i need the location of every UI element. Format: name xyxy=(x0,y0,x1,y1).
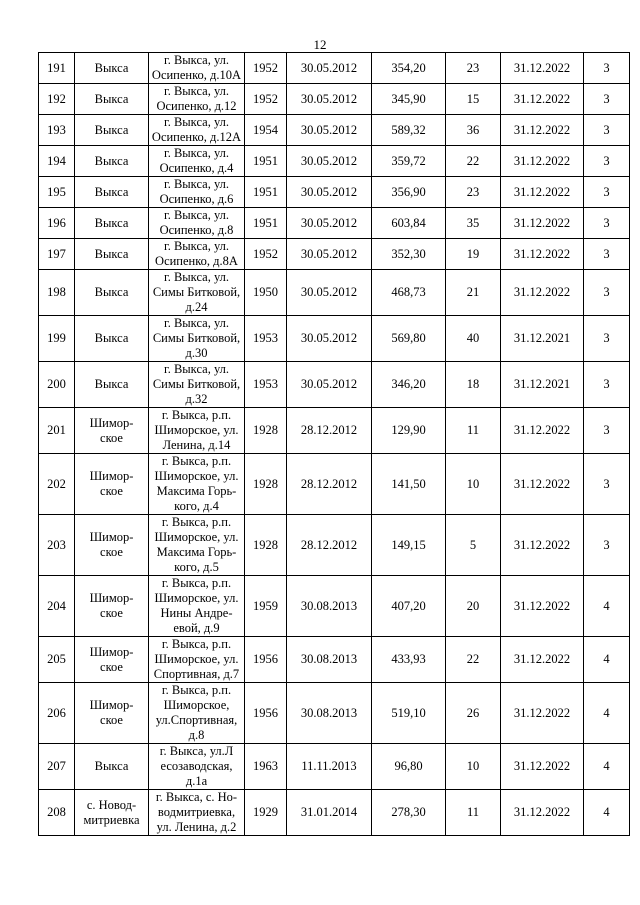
cell-address-line: г. Выкса, ул. xyxy=(163,208,230,222)
cell-address-line: Шиморское, ул. xyxy=(154,469,239,483)
cell-settlement xyxy=(75,362,149,408)
cell-settlement-line: Выкса xyxy=(94,91,129,106)
housing-registry-table xyxy=(38,52,630,836)
cell-settlement xyxy=(75,744,149,790)
cell-address-line: Шиморское, xyxy=(163,698,230,712)
cell-address-line: г. Выкса, р.п. xyxy=(161,576,232,590)
cell-settlement-line: Выкса xyxy=(94,215,129,230)
cell-date: 30.05.2012 xyxy=(287,53,372,84)
cell-number: 201 xyxy=(39,408,75,454)
cell-address-line: г. Выкса, ул. xyxy=(163,115,230,129)
cell-area: 589,32 xyxy=(372,115,446,146)
cell-address-line: Шиморское, ул. xyxy=(154,530,239,544)
cell-count: 10 xyxy=(446,744,501,790)
cell-year: 1951 xyxy=(245,146,287,177)
cell-address-line: евой, д.9 xyxy=(173,621,220,635)
cell-settlement-line: Шимор- xyxy=(89,530,134,544)
cell-address-line: г. Выкса, ул.Л xyxy=(159,744,234,758)
cell-address xyxy=(149,115,245,146)
cell-address-line: ул.Спортивная, xyxy=(155,713,238,727)
cell-address-line: г. Выкса, р.п. xyxy=(161,683,232,697)
cell-deadline: 31.12.2022 xyxy=(501,790,584,836)
cell-address-line: г. Выкса, р.п. xyxy=(161,515,232,529)
cell-stage: 3 xyxy=(584,177,630,208)
cell-settlement-line: ское xyxy=(100,545,123,559)
cell-stage: 3 xyxy=(584,84,630,115)
cell-count: 23 xyxy=(446,53,501,84)
cell-year: 1951 xyxy=(245,177,287,208)
cell-area: 354,20 xyxy=(372,53,446,84)
cell-address xyxy=(149,362,245,408)
cell-year: 1928 xyxy=(245,515,287,576)
cell-count: 5 xyxy=(446,515,501,576)
cell-stage: 3 xyxy=(584,146,630,177)
cell-settlement-line: Выкса xyxy=(94,153,129,168)
table-row xyxy=(39,270,630,316)
cell-address xyxy=(149,53,245,84)
cell-year: 1956 xyxy=(245,683,287,744)
table-row xyxy=(39,408,630,454)
cell-settlement-line: Выкса xyxy=(94,246,129,261)
cell-address-line: Симы Битковой, xyxy=(152,377,241,391)
cell-address xyxy=(149,146,245,177)
cell-stage: 4 xyxy=(584,576,630,637)
cell-settlement-line: митриевка xyxy=(83,812,140,827)
cell-settlement xyxy=(75,515,149,576)
cell-address-line: Осипенко, д.10А xyxy=(151,68,242,82)
cell-settlement-line: Шимор- xyxy=(89,469,134,483)
cell-settlement xyxy=(75,146,149,177)
cell-address-line: Осипенко, д.12А xyxy=(151,130,242,144)
cell-address-line: г. Выкса, ул. xyxy=(163,53,230,67)
cell-address-line: г. Выкса, ул. xyxy=(163,362,230,376)
table-row xyxy=(39,115,630,146)
cell-deadline: 31.12.2022 xyxy=(501,576,584,637)
cell-year: 1951 xyxy=(245,208,287,239)
cell-stage: 4 xyxy=(584,744,630,790)
cell-area: 433,93 xyxy=(372,637,446,683)
cell-address-line: г. Выкса, ул. xyxy=(163,316,230,330)
cell-settlement xyxy=(75,454,149,515)
cell-date: 11.11.2013 xyxy=(287,744,372,790)
cell-date: 30.05.2012 xyxy=(287,146,372,177)
cell-date: 30.05.2012 xyxy=(287,239,372,270)
cell-count: 11 xyxy=(446,790,501,836)
cell-settlement-line: Шимор- xyxy=(89,644,134,659)
cell-address-line: г. Выкса, ул. xyxy=(163,177,230,191)
cell-settlement xyxy=(75,637,149,683)
cell-settlement xyxy=(75,790,149,836)
cell-count: 36 xyxy=(446,115,501,146)
cell-area: 346,20 xyxy=(372,362,446,408)
cell-stage: 3 xyxy=(584,270,630,316)
cell-address-line: г. Выкса, р.п. xyxy=(161,408,232,422)
cell-settlement xyxy=(75,208,149,239)
table-row xyxy=(39,683,630,744)
cell-number: 204 xyxy=(39,576,75,637)
cell-address-line: д.8 xyxy=(188,728,205,742)
cell-settlement-line: ское xyxy=(100,430,123,445)
cell-address xyxy=(149,637,245,683)
cell-settlement xyxy=(75,115,149,146)
cell-area: 141,50 xyxy=(372,454,446,515)
cell-address xyxy=(149,683,245,744)
cell-date: 30.05.2012 xyxy=(287,84,372,115)
table-row xyxy=(39,146,630,177)
cell-year: 1952 xyxy=(245,84,287,115)
cell-date: 30.05.2012 xyxy=(287,316,372,362)
cell-year: 1952 xyxy=(245,239,287,270)
cell-deadline: 31.12.2021 xyxy=(501,316,584,362)
table-row xyxy=(39,316,630,362)
cell-date: 30.08.2013 xyxy=(287,683,372,744)
cell-date: 28.12.2012 xyxy=(287,408,372,454)
cell-number: 192 xyxy=(39,84,75,115)
cell-date: 30.08.2013 xyxy=(287,637,372,683)
cell-stage: 3 xyxy=(584,362,630,408)
cell-address xyxy=(149,316,245,362)
cell-address-line: Спортивная, д.7 xyxy=(153,667,240,681)
cell-area: 96,80 xyxy=(372,744,446,790)
cell-number: 198 xyxy=(39,270,75,316)
cell-stage: 3 xyxy=(584,454,630,515)
cell-area: 129,90 xyxy=(372,408,446,454)
cell-address xyxy=(149,790,245,836)
cell-address-line: д.24 xyxy=(185,300,208,314)
cell-address xyxy=(149,744,245,790)
cell-address-line: д.1а xyxy=(185,774,208,788)
cell-settlement-line: Шимор- xyxy=(89,591,134,605)
cell-settlement-line: ское xyxy=(100,606,123,620)
cell-area: 278,30 xyxy=(372,790,446,836)
cell-area: 407,20 xyxy=(372,576,446,637)
cell-number: 205 xyxy=(39,637,75,683)
cell-count: 15 xyxy=(446,84,501,115)
cell-area: 345,90 xyxy=(372,84,446,115)
cell-number: 199 xyxy=(39,316,75,362)
cell-deadline: 31.12.2022 xyxy=(501,408,584,454)
cell-address-line: д.32 xyxy=(185,392,208,406)
cell-address-line: Осипенко, д.6 xyxy=(159,192,234,206)
cell-area: 519,10 xyxy=(372,683,446,744)
table-row xyxy=(39,790,630,836)
cell-count: 20 xyxy=(446,576,501,637)
cell-address-line: Осипенко, д.4 xyxy=(159,161,234,175)
cell-settlement xyxy=(75,576,149,637)
cell-address-line: Максима Горь- xyxy=(156,484,237,498)
cell-year: 1928 xyxy=(245,408,287,454)
cell-year: 1953 xyxy=(245,362,287,408)
cell-address-line: г. Выкса, ул. xyxy=(163,84,230,98)
cell-address-line: г. Выкса, р.п. xyxy=(161,637,232,651)
cell-settlement xyxy=(75,177,149,208)
cell-address xyxy=(149,84,245,115)
cell-number: 191 xyxy=(39,53,75,84)
cell-count: 19 xyxy=(446,239,501,270)
cell-number: 200 xyxy=(39,362,75,408)
cell-number: 207 xyxy=(39,744,75,790)
cell-deadline: 31.12.2022 xyxy=(501,115,584,146)
cell-address-line: есозаводская, xyxy=(160,759,233,773)
cell-address-line: Шиморское, ул. xyxy=(154,591,239,605)
cell-settlement xyxy=(75,683,149,744)
cell-number: 203 xyxy=(39,515,75,576)
cell-address-line: г. Выкса, р.п. xyxy=(161,454,232,468)
cell-stage: 4 xyxy=(584,637,630,683)
cell-address-line: д.30 xyxy=(185,346,208,360)
cell-address xyxy=(149,239,245,270)
cell-settlement-line: ское xyxy=(100,484,123,498)
cell-stage: 3 xyxy=(584,239,630,270)
cell-address xyxy=(149,270,245,316)
cell-settlement-line: Выкса xyxy=(94,331,129,345)
cell-address-line: Шиморское, ул. xyxy=(154,652,239,666)
cell-settlement-line: ское xyxy=(100,659,123,674)
cell-deadline: 31.12.2022 xyxy=(501,84,584,115)
cell-settlement xyxy=(75,239,149,270)
cell-year: 1950 xyxy=(245,270,287,316)
cell-count: 22 xyxy=(446,637,501,683)
cell-stage: 4 xyxy=(584,790,630,836)
cell-settlement-line: Выкса xyxy=(94,377,129,391)
cell-date: 30.05.2012 xyxy=(287,115,372,146)
cell-deadline: 31.12.2022 xyxy=(501,270,584,316)
cell-area: 569,80 xyxy=(372,316,446,362)
cell-stage: 3 xyxy=(584,515,630,576)
cell-settlement-line: Выкса xyxy=(94,122,129,137)
cell-date: 30.05.2012 xyxy=(287,177,372,208)
cell-count: 18 xyxy=(446,362,501,408)
table-row xyxy=(39,637,630,683)
cell-address-line: Шиморское, ул. xyxy=(154,423,239,437)
table-row xyxy=(39,744,630,790)
page-number: 12 xyxy=(313,37,327,52)
cell-number: 202 xyxy=(39,454,75,515)
cell-count: 23 xyxy=(446,177,501,208)
table-row xyxy=(39,177,630,208)
table-row xyxy=(39,362,630,408)
cell-settlement xyxy=(75,408,149,454)
cell-address-line: Симы Битковой, xyxy=(152,285,241,299)
cell-settlement xyxy=(75,84,149,115)
cell-date: 28.12.2012 xyxy=(287,454,372,515)
cell-address-line: г. Выкса, ул. xyxy=(163,270,230,284)
cell-settlement-line: Выкса xyxy=(94,759,129,773)
cell-address xyxy=(149,408,245,454)
cell-deadline: 31.12.2022 xyxy=(501,515,584,576)
cell-year: 1929 xyxy=(245,790,287,836)
table-body xyxy=(39,53,630,836)
cell-stage: 4 xyxy=(584,683,630,744)
cell-stage: 3 xyxy=(584,53,630,84)
cell-deadline: 31.12.2022 xyxy=(501,683,584,744)
cell-settlement-line: Выкса xyxy=(94,184,129,199)
cell-address xyxy=(149,515,245,576)
cell-settlement xyxy=(75,270,149,316)
cell-address-line: Осипенко, д.8 xyxy=(159,223,234,237)
cell-settlement-line: Выкса xyxy=(94,285,129,299)
cell-count: 11 xyxy=(446,408,501,454)
cell-number: 208 xyxy=(39,790,75,836)
cell-address-line: Осипенко, д.12 xyxy=(156,99,237,113)
cell-address-line: Максима Горь- xyxy=(156,545,237,559)
cell-number: 194 xyxy=(39,146,75,177)
cell-number: 193 xyxy=(39,115,75,146)
cell-area: 149,15 xyxy=(372,515,446,576)
cell-area: 603,84 xyxy=(372,208,446,239)
cell-settlement-line: Шимор- xyxy=(89,698,134,712)
cell-address-line: Ленина, д.14 xyxy=(162,438,231,452)
cell-deadline: 31.12.2022 xyxy=(501,454,584,515)
cell-address-line: кого, д.4 xyxy=(174,499,219,513)
table-row xyxy=(39,454,630,515)
cell-area: 356,90 xyxy=(372,177,446,208)
cell-deadline: 31.12.2022 xyxy=(501,177,584,208)
table-row xyxy=(39,84,630,115)
cell-address-line: Осипенко, д.8А xyxy=(155,254,238,268)
cell-year: 1959 xyxy=(245,576,287,637)
cell-date: 30.05.2012 xyxy=(287,208,372,239)
cell-count: 26 xyxy=(446,683,501,744)
cell-year: 1952 xyxy=(245,53,287,84)
cell-count: 35 xyxy=(446,208,501,239)
cell-date: 28.12.2012 xyxy=(287,515,372,576)
cell-settlement-line: ское xyxy=(100,713,123,727)
cell-address xyxy=(149,208,245,239)
cell-address xyxy=(149,454,245,515)
cell-address-line: кого, д.5 xyxy=(174,560,219,574)
cell-date: 30.05.2012 xyxy=(287,270,372,316)
cell-deadline: 31.12.2022 xyxy=(501,637,584,683)
cell-address-line: г. Выкса, ул. xyxy=(163,146,230,160)
cell-count: 22 xyxy=(446,146,501,177)
cell-deadline: 31.12.2022 xyxy=(501,146,584,177)
cell-area: 359,72 xyxy=(372,146,446,177)
cell-stage: 3 xyxy=(584,115,630,146)
table-row xyxy=(39,208,630,239)
cell-year: 1963 xyxy=(245,744,287,790)
cell-deadline: 31.12.2022 xyxy=(501,208,584,239)
cell-address-line: Симы Битковой, xyxy=(152,331,241,345)
table-row xyxy=(39,576,630,637)
table-row xyxy=(39,53,630,84)
cell-number: 196 xyxy=(39,208,75,239)
cell-count: 21 xyxy=(446,270,501,316)
cell-count: 40 xyxy=(446,316,501,362)
cell-stage: 3 xyxy=(584,408,630,454)
cell-settlement-line: с. Новод- xyxy=(86,797,137,812)
cell-year: 1928 xyxy=(245,454,287,515)
cell-number: 195 xyxy=(39,177,75,208)
cell-address-line: Нины Андре- xyxy=(160,606,233,620)
cell-year: 1954 xyxy=(245,115,287,146)
cell-stage: 3 xyxy=(584,208,630,239)
cell-address-line: водмитриевка, xyxy=(157,805,236,819)
cell-address-line: г. Выкса, с. Но- xyxy=(155,790,238,804)
cell-deadline: 31.12.2022 xyxy=(501,744,584,790)
cell-date: 31.01.2014 xyxy=(287,790,372,836)
cell-settlement xyxy=(75,53,149,84)
cell-number: 197 xyxy=(39,239,75,270)
table-row xyxy=(39,239,630,270)
cell-area: 468,73 xyxy=(372,270,446,316)
cell-address-line: г. Выкса, ул. xyxy=(163,239,230,253)
cell-address xyxy=(149,177,245,208)
cell-area: 352,30 xyxy=(372,239,446,270)
cell-deadline: 31.12.2022 xyxy=(501,239,584,270)
cell-number: 206 xyxy=(39,683,75,744)
cell-year: 1956 xyxy=(245,637,287,683)
cell-settlement xyxy=(75,316,149,362)
cell-address-line: ул. Ленина, д.2 xyxy=(156,820,237,834)
cell-date: 30.08.2013 xyxy=(287,576,372,637)
cell-address xyxy=(149,576,245,637)
cell-stage: 3 xyxy=(584,316,630,362)
table-row xyxy=(39,515,630,576)
cell-deadline: 31.12.2021 xyxy=(501,362,584,408)
cell-count: 10 xyxy=(446,454,501,515)
cell-settlement-line: Шимор- xyxy=(89,415,134,430)
cell-year: 1953 xyxy=(245,316,287,362)
cell-date: 30.05.2012 xyxy=(287,362,372,408)
cell-settlement-line: Выкса xyxy=(94,60,129,75)
cell-deadline: 31.12.2022 xyxy=(501,53,584,84)
